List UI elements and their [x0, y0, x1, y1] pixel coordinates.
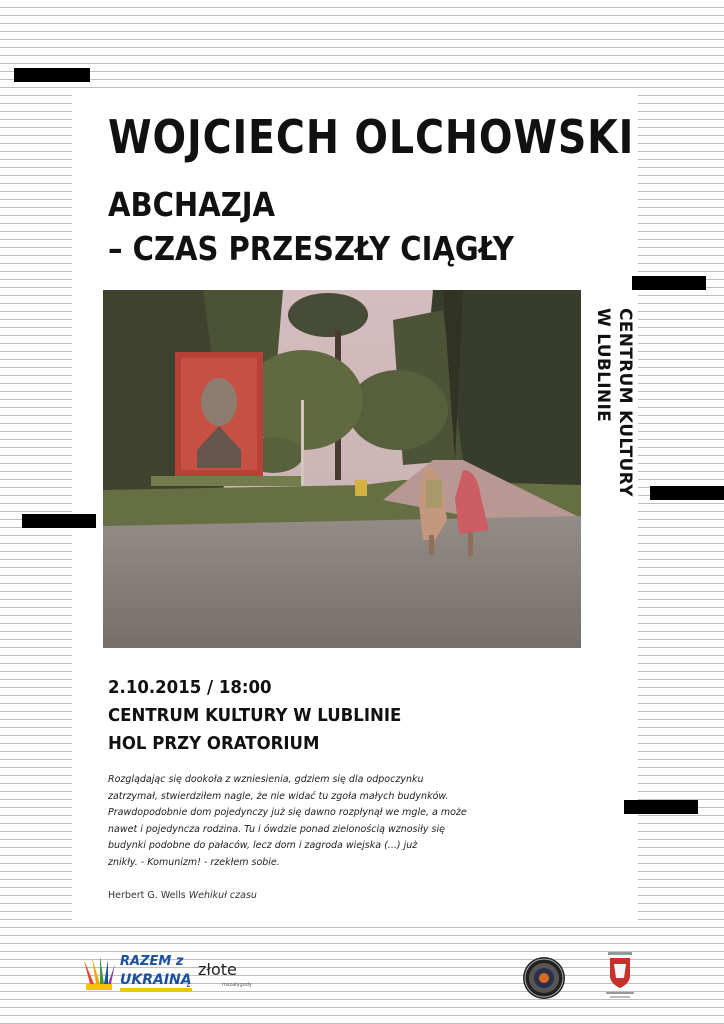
hands-icon: [80, 954, 118, 994]
zlote-logo: [196, 958, 266, 994]
park-alley-photo-illustration: [103, 290, 581, 648]
razem-z-ukraina-logo: [80, 952, 190, 996]
side-venue-text: [592, 308, 636, 497]
side-label-line-2: W LUBLINIE: [593, 308, 613, 422]
quote-credit: [108, 890, 257, 901]
decor-bar-right-lower: [624, 800, 698, 814]
exhibition-subtitle: [108, 183, 514, 271]
zlote-text: złote: [198, 960, 237, 979]
side-label-line-1: CENTRUM KULTURY: [615, 308, 635, 497]
artist-name-title: WOJCIECH OLCHOWSKI: [108, 110, 635, 164]
side-venue-label: [592, 308, 652, 497]
quote-line: znikły. - Komunizm! - rzekłem sobie.: [108, 856, 280, 868]
crest-logo-icon: [600, 950, 640, 1002]
event-info: [108, 674, 401, 758]
ukraina-text: UKRAINĄ: [120, 972, 192, 991]
quote-author: Herbert G. Wells: [108, 890, 186, 901]
event-room: HOL PRZY ORATORIUM: [108, 733, 320, 754]
decor-bar-top-left: [14, 68, 90, 82]
quote-line: budynki podobne do pałaców, lecz dom i zagroda wiejska (...) już: [108, 840, 418, 851]
quote-line: Prawdopodobnie dom pojedynczy już się dawno rozpłynął we mgle, a może: [108, 807, 467, 818]
zlote-subtext: mszałygody: [222, 982, 252, 988]
decor-bar-left-middle: [22, 514, 96, 528]
quote-line: zatrzymał, stwierdziłem nagle, że nie widać tu zgoła małych budynków.: [108, 790, 449, 802]
quote-book: Wehikuł czasu: [188, 890, 257, 901]
event-venue: CENTRUM KULTURY W LUBLINIE: [108, 705, 402, 726]
exhibition-photo: [103, 290, 581, 648]
quote-line: nawet i pojedyncza rodzina. Tu i ówdzie ponad zielonością wznosiły się: [108, 823, 445, 835]
razem-text: RAZEM z: [120, 954, 184, 969]
event-datetime: 2.10.2015 / 18:00: [108, 677, 272, 698]
decor-bar-right-middle: [650, 486, 724, 500]
quote-text: [108, 772, 468, 871]
decor-bar-right-upper: [632, 276, 706, 290]
subtitle-line-1: ABCHAZJA: [108, 185, 276, 224]
lens-ring-logo-icon: [522, 956, 566, 1000]
quote-line: Rozglądając się dookoła z wzniesienia, gdziem się dla odpoczynku: [108, 774, 424, 785]
subtitle-line-2: – CZAS PRZESZŁY CIĄGŁY: [108, 229, 514, 268]
